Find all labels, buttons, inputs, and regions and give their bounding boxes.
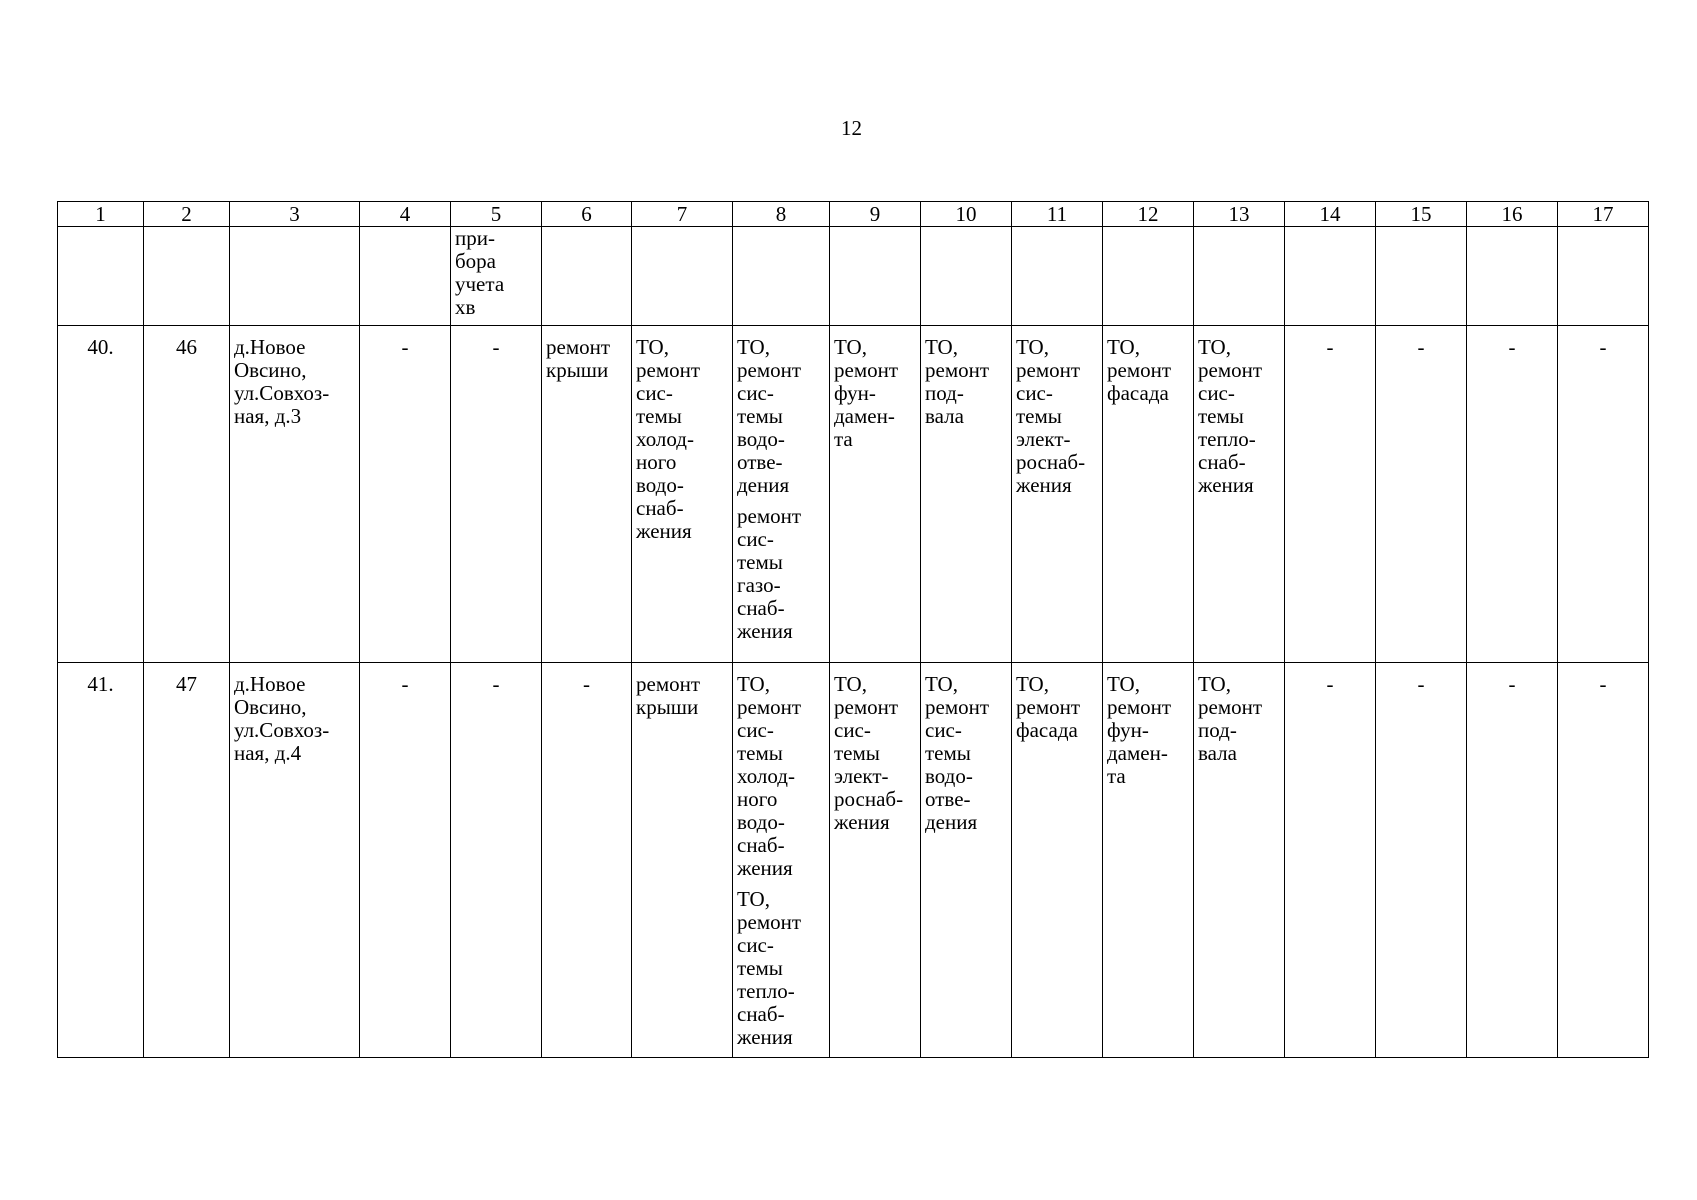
cell-text-block <box>1016 673 1098 742</box>
cell-text-line: ремонт <box>636 358 701 382</box>
table-cell <box>1285 227 1376 326</box>
cell-text-line: темы <box>737 741 783 765</box>
cell-text-line: сис- <box>1198 381 1235 405</box>
cell-text-block <box>546 336 627 382</box>
cell-text-line: газо- <box>737 573 781 597</box>
table-cell: - <box>1558 663 1649 1058</box>
cell-text-line: ного <box>737 787 778 811</box>
cell-text-line: дамен- <box>1107 741 1168 765</box>
table-cell <box>1194 227 1285 326</box>
cell-text-line: дения <box>925 810 978 834</box>
table-cell <box>733 663 830 1058</box>
table-cell: - <box>1376 663 1467 1058</box>
cell-text-line: ремонт <box>1198 358 1263 382</box>
table-cell <box>1103 227 1194 326</box>
cell-text-line: элект- <box>834 764 889 788</box>
cell-text-line: фун- <box>1107 718 1149 742</box>
cell-text-line: ТО, <box>1107 672 1140 696</box>
cell-text-line: элект- <box>1016 427 1071 451</box>
cell-text-line: ТО, <box>925 335 958 359</box>
cell-text-line: ул.Совхоз- <box>234 718 330 742</box>
cell-text-line: ТО, <box>636 335 669 359</box>
cell-text-line: бора <box>455 249 497 273</box>
cell-text-block <box>1107 336 1189 405</box>
table-cell <box>733 326 830 663</box>
cell-text-line: ТО, <box>1198 335 1231 359</box>
column-number: 5 <box>451 202 542 227</box>
table-cell: - <box>1558 326 1649 663</box>
column-number: 15 <box>1376 202 1467 227</box>
cell-text-line: ТО, <box>925 672 958 696</box>
cell-text-line: водо- <box>737 810 785 834</box>
cell-text-line: сис- <box>1016 381 1053 405</box>
table-cell <box>632 227 733 326</box>
cell-text-line: снаб- <box>737 833 785 857</box>
table-cell <box>1558 227 1649 326</box>
table-cell <box>1103 326 1194 663</box>
cell-text-block <box>737 888 825 1049</box>
cell-text-block <box>234 336 355 428</box>
cell-text-line: водо- <box>636 473 684 497</box>
cell-text-block <box>925 673 1007 834</box>
cell-text-line: сис- <box>737 381 774 405</box>
cell-text-line: ремонт <box>1107 358 1172 382</box>
cell-text-line: ная, д.4 <box>234 741 302 765</box>
cell-text-line: ТО, <box>737 887 770 911</box>
column-number: 3 <box>230 202 360 227</box>
cell-text-line: холод- <box>636 427 694 451</box>
column-number: 6 <box>542 202 632 227</box>
table-cell <box>58 227 144 326</box>
table-cell: - <box>1467 326 1558 663</box>
address-cell <box>230 326 360 663</box>
cell-text-line: темы <box>737 550 783 574</box>
cell-text-line: темы <box>737 956 783 980</box>
cell-text-line: та <box>834 427 853 451</box>
cell-text-line: ремонт <box>636 672 701 696</box>
table-row <box>58 663 1649 1058</box>
cell-text-line: темы <box>636 404 682 428</box>
cell-text-line: темы <box>737 404 783 428</box>
row-number: 41. <box>58 663 144 1058</box>
cell-text-block <box>1016 336 1098 497</box>
table-cell <box>451 227 542 326</box>
object-id: 46 <box>144 326 230 663</box>
cell-text-line: снаб- <box>737 1002 785 1026</box>
cell-text-line: фун- <box>834 381 876 405</box>
column-number: 12 <box>1103 202 1194 227</box>
cell-text-line: ТО, <box>1107 335 1140 359</box>
table-cell: - <box>542 663 632 1058</box>
table-cell: - <box>1285 326 1376 663</box>
table-cell <box>542 227 632 326</box>
table-cell <box>1012 326 1103 663</box>
cell-text-line: снаб- <box>737 596 785 620</box>
cell-text-line: сис- <box>737 933 774 957</box>
cell-text-line: крыши <box>636 695 699 719</box>
cell-text-line: сис- <box>834 718 871 742</box>
column-number: 16 <box>1467 202 1558 227</box>
table-cell <box>921 227 1012 326</box>
table-cell <box>1012 227 1103 326</box>
object-id: 47 <box>144 663 230 1058</box>
cell-text-line: ТО, <box>1016 335 1049 359</box>
page-number <box>0 116 1697 140</box>
table-cell: - <box>1376 326 1467 663</box>
table-cell <box>360 227 451 326</box>
table-cell <box>830 227 921 326</box>
table-cell: - <box>360 663 451 1058</box>
table-cell <box>1103 663 1194 1058</box>
cell-text-line: под- <box>925 381 964 405</box>
cell-text-line: роснаб- <box>1016 450 1086 474</box>
cell-text-line: ТО, <box>834 335 867 359</box>
cell-text-line: д.Новое <box>234 672 306 696</box>
cell-text-line: ремонт <box>1107 695 1172 719</box>
cell-text-line: ТО, <box>1198 672 1231 696</box>
cell-text-line: тепло- <box>737 979 795 1003</box>
cell-text-line: ул.Совхоз- <box>234 381 330 405</box>
column-number: 10 <box>921 202 1012 227</box>
cell-text-line: крыши <box>546 358 609 382</box>
cell-text-line: отве- <box>925 787 971 811</box>
table-cell <box>230 227 360 326</box>
cell-text-block <box>737 673 825 880</box>
cell-text-line: ремонт <box>834 358 899 382</box>
cell-text-line: ТО, <box>737 335 770 359</box>
cell-text-block <box>1198 336 1280 497</box>
table-cell <box>632 326 733 663</box>
cell-text-line: жения <box>737 619 793 643</box>
table-cell <box>542 326 632 663</box>
cell-text-line: ремонт <box>1016 695 1081 719</box>
cell-text-line: сис- <box>737 718 774 742</box>
cell-text-line: темы <box>925 741 971 765</box>
table-row <box>58 326 1649 663</box>
cell-text-line: роснаб- <box>834 787 904 811</box>
cell-text-line: ТО, <box>1016 672 1049 696</box>
table-cell: - <box>360 326 451 663</box>
column-number-row <box>58 202 1649 227</box>
table-cell: - <box>451 663 542 1058</box>
column-number: 17 <box>1558 202 1649 227</box>
cell-text-line: ремонт <box>737 504 802 528</box>
cell-text-block <box>834 336 916 451</box>
cell-text-line: темы <box>1016 404 1062 428</box>
cell-text-line: фасада <box>1016 718 1078 742</box>
table-cell <box>921 663 1012 1058</box>
cell-text-line: фасада <box>1107 381 1169 405</box>
cell-text-line: та <box>1107 764 1126 788</box>
column-number: 9 <box>830 202 921 227</box>
cell-text-block <box>234 673 355 765</box>
cell-text-line: д.Новое <box>234 335 306 359</box>
cell-text-line: ТО, <box>737 672 770 696</box>
cell-text-line: снаб- <box>636 496 684 520</box>
table-cell <box>1376 227 1467 326</box>
cell-text-line: дения <box>737 473 790 497</box>
cell-text-line: учета <box>455 272 505 296</box>
cell-text-block <box>1198 673 1280 765</box>
cell-text-line: сис- <box>925 718 962 742</box>
cell-text-line: ная, д.3 <box>234 404 302 428</box>
table-cell <box>1194 663 1285 1058</box>
table-cell <box>632 663 733 1058</box>
column-number: 1 <box>58 202 144 227</box>
cell-text-line: ремонт <box>737 695 802 719</box>
column-number: 2 <box>144 202 230 227</box>
cell-text-line: темы <box>1198 404 1244 428</box>
column-number: 4 <box>360 202 451 227</box>
cell-text-line: ремонт <box>1198 695 1263 719</box>
cell-text-line: ремонт <box>546 335 611 359</box>
cell-text-line: вала <box>1198 741 1237 765</box>
table-cell <box>1467 227 1558 326</box>
column-number: 8 <box>733 202 830 227</box>
work-plan-table <box>57 201 1649 1058</box>
cell-text-line: водо- <box>737 427 785 451</box>
cell-text-line: отве- <box>737 450 783 474</box>
table-cell <box>1194 326 1285 663</box>
column-number: 7 <box>632 202 733 227</box>
continuation-row <box>58 227 1649 326</box>
page-number-text: 12 <box>841 116 862 140</box>
table-cell: - <box>1467 663 1558 1058</box>
cell-text-line: водо- <box>925 764 973 788</box>
cell-text-line: ного <box>636 450 677 474</box>
table-cell: - <box>1285 663 1376 1058</box>
column-number: 13 <box>1194 202 1285 227</box>
cell-text-line: холод- <box>737 764 795 788</box>
cell-text-line: ремонт <box>925 358 990 382</box>
cell-text-block <box>834 673 916 834</box>
table-cell <box>921 326 1012 663</box>
cell-text-line: тепло- <box>1198 427 1256 451</box>
table-cell <box>830 326 921 663</box>
cell-text-line: хв <box>455 295 476 319</box>
cell-text-line: при- <box>455 226 495 250</box>
cell-text-block <box>1107 673 1189 788</box>
table-cell <box>733 227 830 326</box>
cell-text-line: сис- <box>737 527 774 551</box>
cell-text-line: под- <box>1198 718 1237 742</box>
column-number: 14 <box>1285 202 1376 227</box>
cell-text-block <box>636 673 728 719</box>
cell-text-block <box>737 336 825 497</box>
cell-text-block <box>925 336 1007 428</box>
cell-text-line: жения <box>1016 473 1072 497</box>
cell-text-line: ремонт <box>737 358 802 382</box>
cell-text-line: ремонт <box>737 910 802 934</box>
table-cell <box>1012 663 1103 1058</box>
cell-text-line: ТО, <box>834 672 867 696</box>
cell-text-line: жения <box>737 856 793 880</box>
cell-text-line: жения <box>737 1025 793 1049</box>
table-cell <box>144 227 230 326</box>
cell-text-line: ремонт <box>925 695 990 719</box>
table-cell: - <box>451 326 542 663</box>
cell-text-line: вала <box>925 404 964 428</box>
cell-text-line: сис- <box>636 381 673 405</box>
cell-text-line: снаб- <box>1198 450 1246 474</box>
cell-text-line: жения <box>636 519 692 543</box>
cell-text-line: ремонт <box>834 695 899 719</box>
cell-text-line: ремонт <box>1016 358 1081 382</box>
cell-text-block <box>636 336 728 543</box>
cell-text-line: Овсино, <box>234 358 307 382</box>
cell-text-block <box>455 227 537 319</box>
cell-text-line: жения <box>834 810 890 834</box>
cell-text-block <box>737 505 825 643</box>
cell-text-line: жения <box>1198 473 1254 497</box>
row-number: 40. <box>58 326 144 663</box>
address-cell <box>230 663 360 1058</box>
cell-text-line: дамен- <box>834 404 895 428</box>
cell-text-line: Овсино, <box>234 695 307 719</box>
table-cell <box>830 663 921 1058</box>
cell-text-line: темы <box>834 741 880 765</box>
column-number: 11 <box>1012 202 1103 227</box>
